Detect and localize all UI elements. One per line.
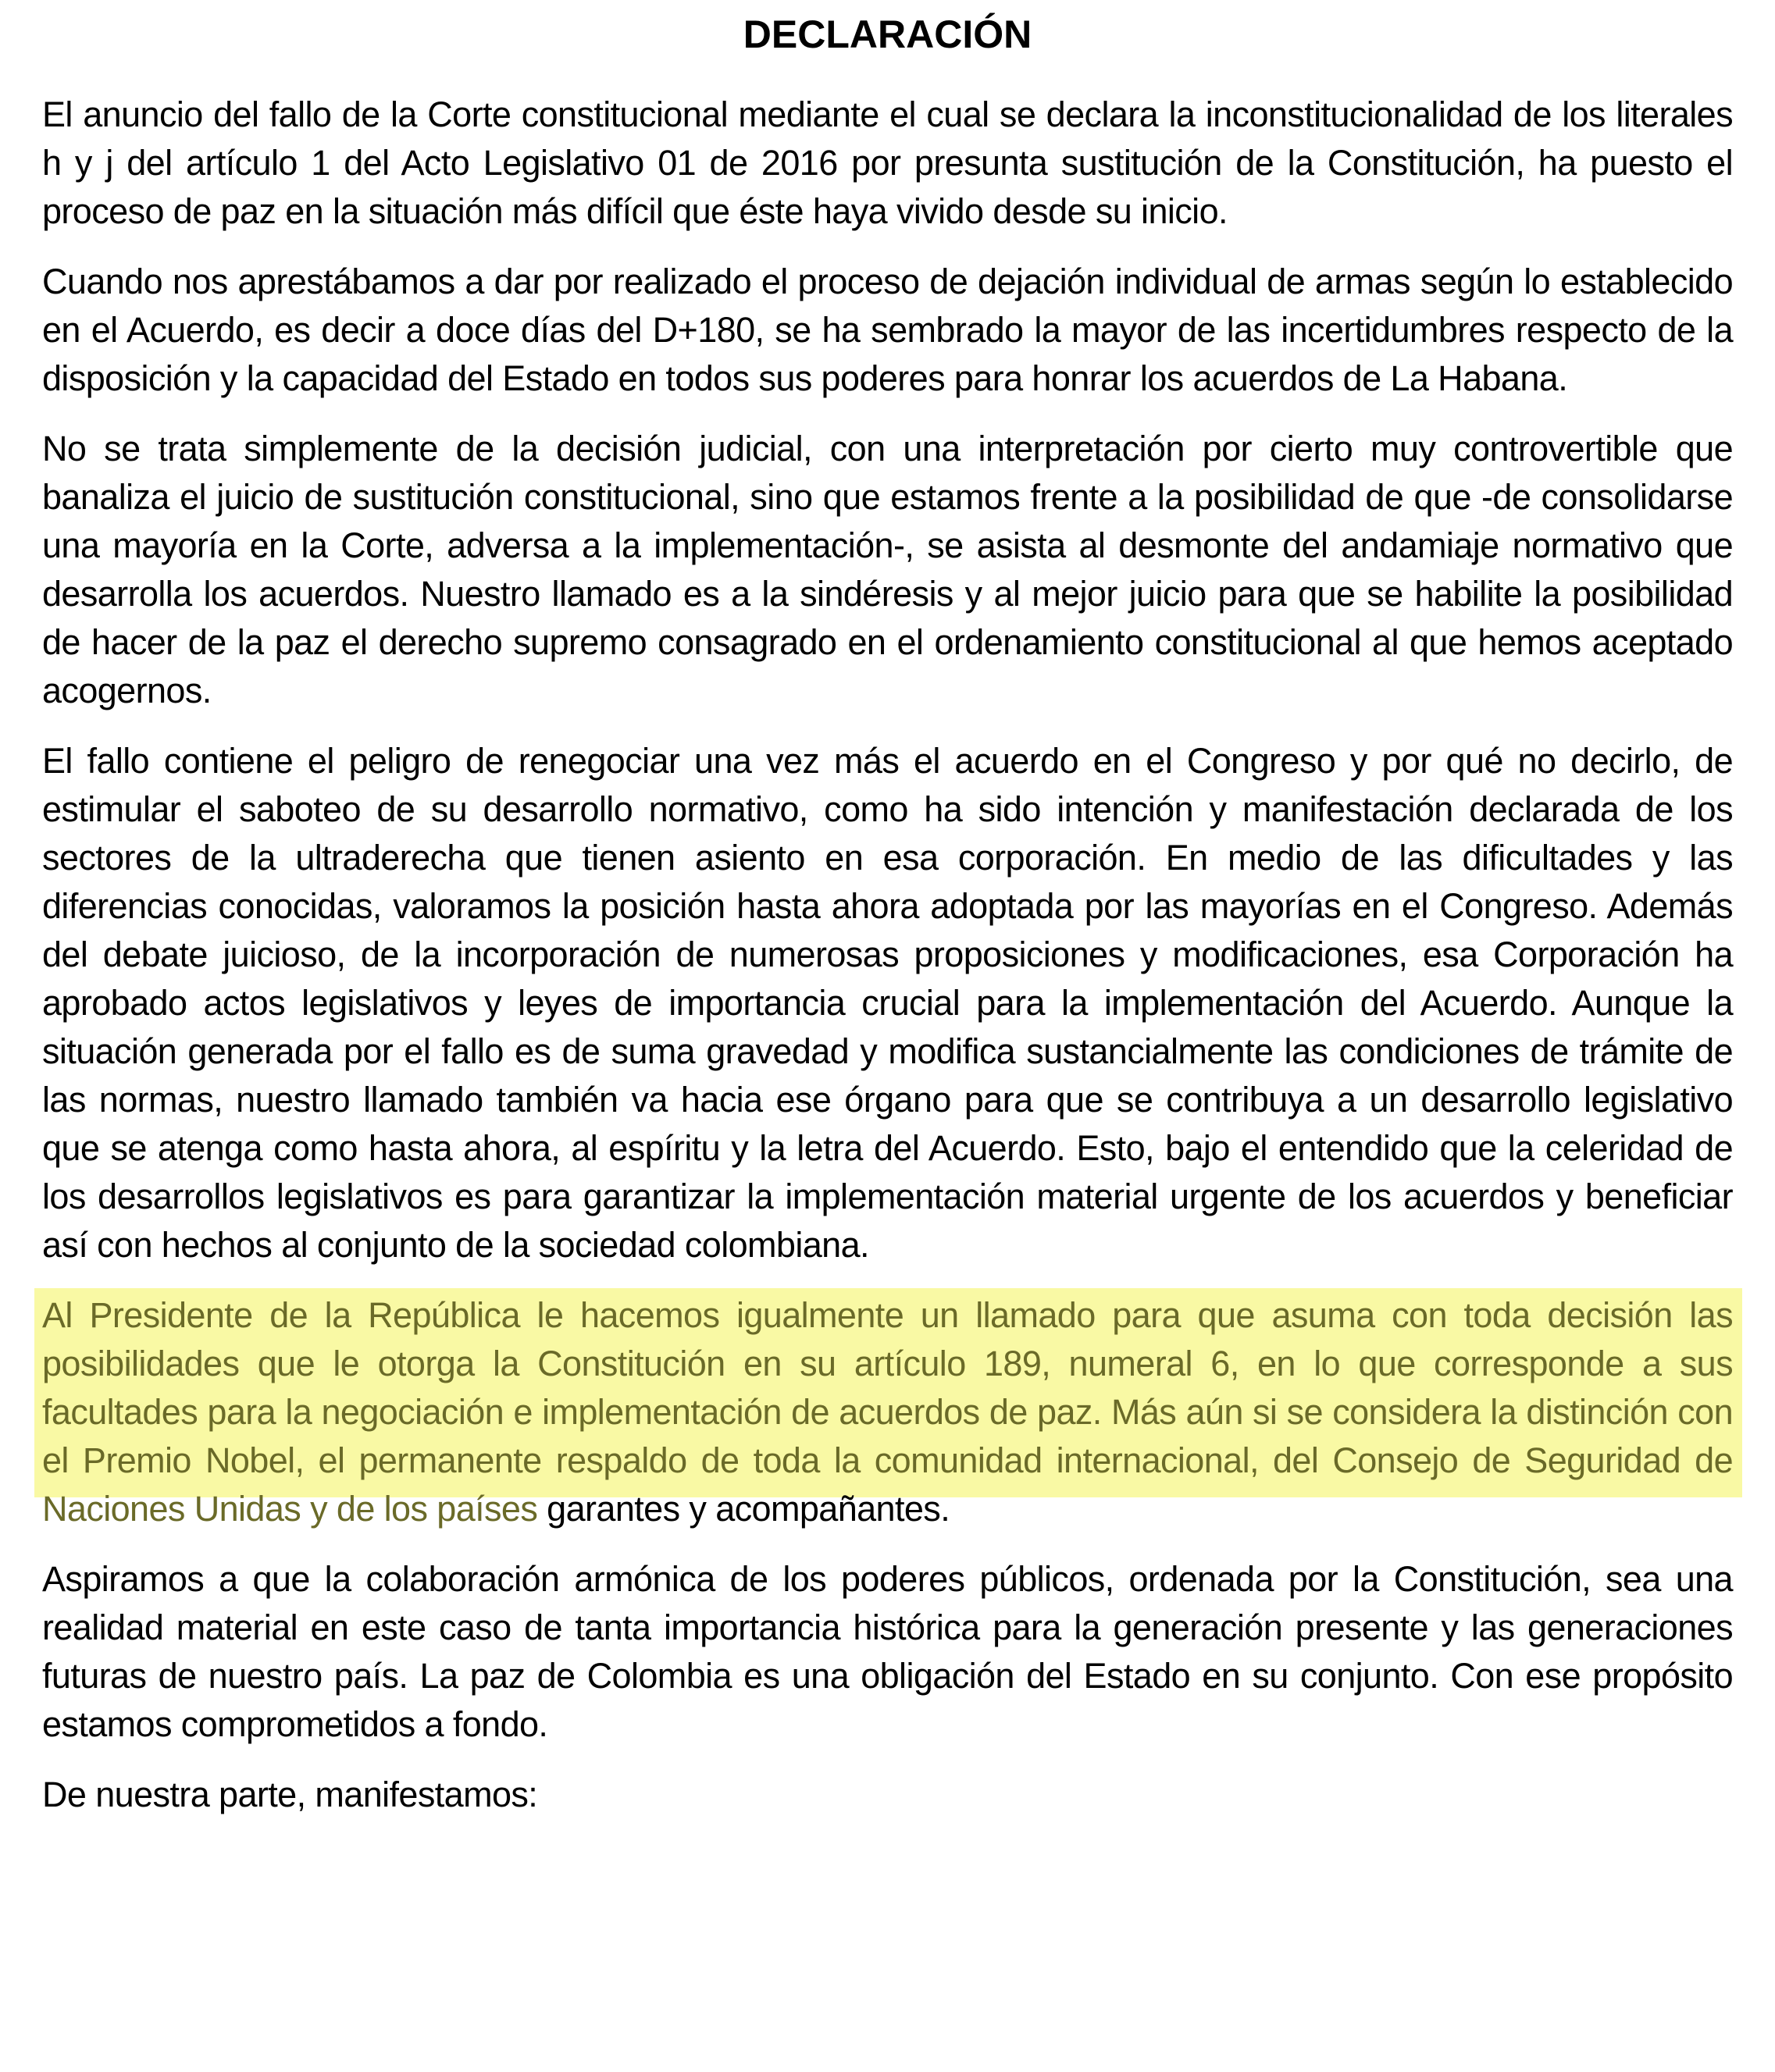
paragraph-tail-text: garantes y acompañantes. [547, 1489, 950, 1529]
highlighted-paragraph [42, 1291, 1733, 1533]
paragraph: El fallo contiene el peligro de renegociar una vez más el acuerdo en el Congreso y por qué no decirlo, de estimular el saboteo de su desarrollo normativo, como ha sido intención y manifestación declarada de los sectores de la ultraderecha que tienen asiento en esa corporación. En medio de las dificultades y las diferencias conocidas, valoramos la posición hasta ahora adoptada por las mayorías en el Congreso. Además del debate juicioso, de la incorporación de numerosas proposiciones y modificaciones, esa Corporación ha aprobado actos legislativos y leyes de importancia crucial para la implementación del Acuerdo. Aunque la situación generada por el fallo es de suma gravedad y modifica sustancialmente las condiciones de trámite de las normas, nuestro llamado también va hacia ese órgano para que se contribuya a un desarrollo legislativo que se atenga como hasta ahora, al espíritu y la letra del Acuerdo. Esto, bajo el entendido que la celeridad de los desarrollos legislativos es para garantizar la implementación material urgente de los acuerdos y beneficiar así con hechos al conjunto de la sociedad colombiana. [42, 741, 1733, 1265]
paragraph: Cuando nos aprestábamos a dar por realizado el proceso de dejación individual de armas según lo establecido en el Acuerdo, es decir a doce días del D+180, se ha sembrado la mayor de las incertidumbres respecto de la disposición y la capacidad del Estado en todos sus poderes para honrar los acuerdos de La Habana. [42, 262, 1733, 398]
document-title: DECLARACIÓN [743, 12, 1032, 56]
paragraph: De nuestra parte, manifestamos: [42, 1775, 538, 1814]
paragraph: El anuncio del fallo de la Corte constitucional mediante el cual se declara la inconstitucionalidad de los literales h y j del artículo 1 del Acto Legislativo 01 de 2016 por presunta sustitución de la Constitución, ha puesto el proceso de paz en la situación más difícil que éste haya vivido desde su inicio. [42, 94, 1733, 231]
highlighted-text: Al Presidente de la República le hacemos igualmente un llamado para que asuma con toda decisión las posibilidades que le otorga la Constitución en su artículo 189, numeral 6, en lo que corresponde a sus facultades para la negociación e implementación de acuerdos de paz. Más aún si se considera la distinción con el Premio Nobel, el permanente respaldo de toda la comunidad internacional, del Consejo de Seguridad de Naciones Unidas y de los países [42, 1295, 1733, 1529]
paragraph: Aspiramos a que la colaboración armónica de los poderes públicos, ordenada por la Constitución, sea una realidad material en este caso de tanta importancia histórica para la generación presente y las generaciones futuras de nuestro país. La paz de Colombia es una obligación del Estado en su conjunto. Con ese propósito estamos comprometidos a fondo. [42, 1559, 1733, 1744]
paragraph: No se trata simplemente de la decisión judicial, con una interpretación por cierto muy controvertible que banaliza el juicio de sustitución constitucional, sino que estamos frente a la posibilidad de que -de consolidarse una mayoría en la Corte, adversa a la implementación-, se asista al desmonte del andamiaje normativo que desarrolla los acuerdos. Nuestro llamado es a la sindéresis y al mejor juicio para que se habilite la posibilidad de hacer de la paz el derecho supremo consagrado en el ordenamiento constitucional al que hemos aceptado acogernos. [42, 429, 1733, 710]
document-body [42, 91, 1733, 1819]
